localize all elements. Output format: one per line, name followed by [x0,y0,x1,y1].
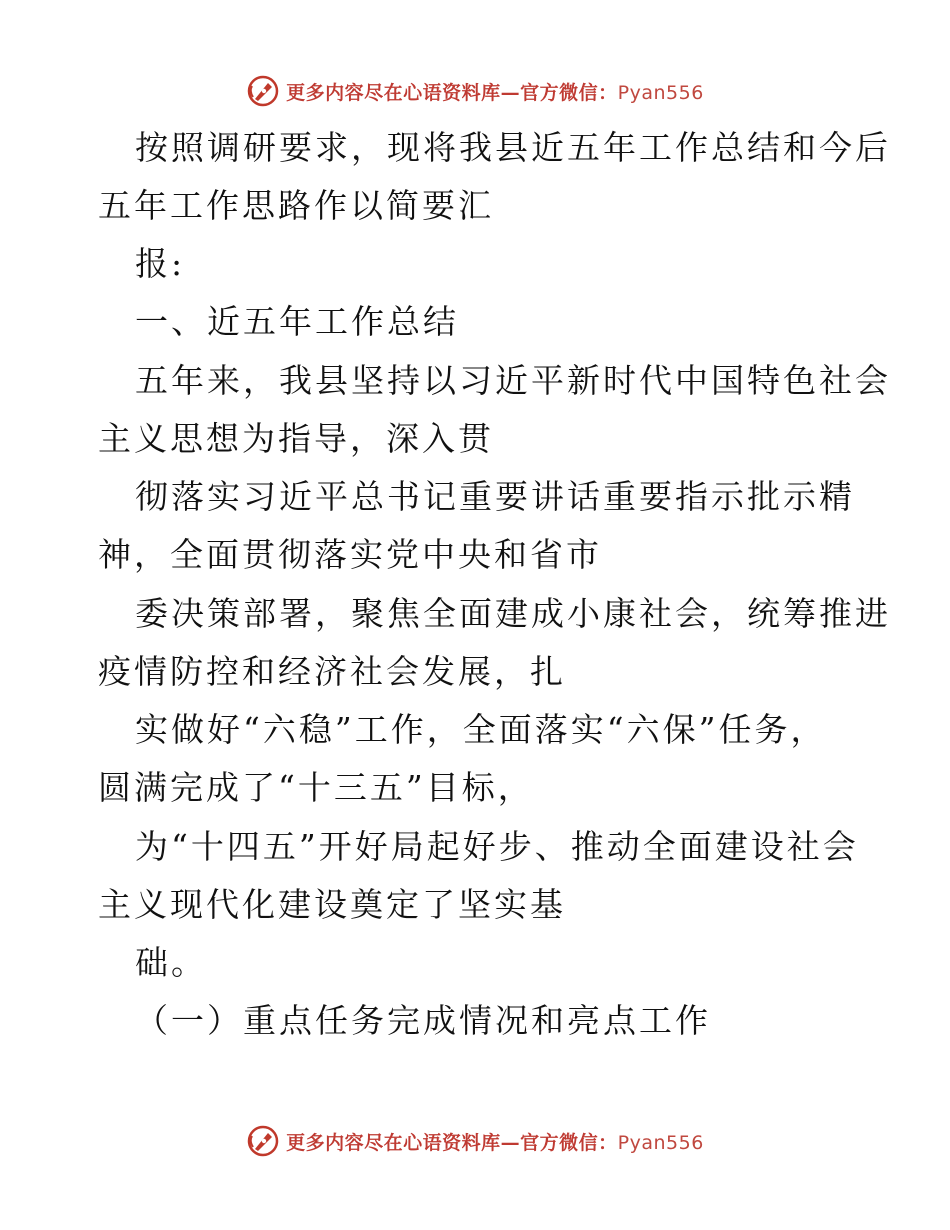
paragraph-line: 为“十四五”开好局起好步、推动全面建设社会 [135,827,859,866]
paragraph-line: 主义思想为指导，深入贯 [98,419,494,458]
paragraph-line: 彻落实习近平总书记重要讲话重要指示批示精 [135,477,855,516]
paragraph-line: 主义现代化建设奠定了坚实基 [98,885,566,924]
paragraph-line: 五年工作思路作以简要汇 [98,186,494,225]
watermark-text: 更多内容尽在心语资料库—官方微信：Pyan556 [286,81,704,104]
paragraph-line: 础。 [135,943,207,982]
header-watermark [0,71,950,111]
footer-watermark [0,1121,950,1161]
pen-nib-circle-icon [246,1124,280,1158]
paragraph-line: 报: [135,244,186,283]
paragraph-line: 圆满完成了“十三五”目标， [98,768,534,807]
section-heading: 一、近五年工作总结 [135,302,459,341]
subsection-heading: （一）重点任务完成情况和亮点工作 [135,1001,711,1040]
paragraph-line: 委决策部署，聚焦全面建成小康社会，统筹推进 [135,594,891,633]
watermark-text: 更多内容尽在心语资料库—官方微信：Pyan556 [286,1131,704,1154]
paragraph-line: 神，全面贯彻落实党中央和省市 [98,535,602,574]
paragraph-line: 五年来，我县坚持以习近平新时代中国特色社会 [135,361,891,400]
paragraph-line: 按照调研要求，现将我县近五年工作总结和今后 [135,128,891,167]
paragraph-line: 实做好“六稳”工作，全面落实“六保”任务， [135,710,827,749]
paragraph-line: 疫情防控和经济社会发展，扎 [98,652,566,691]
pen-nib-circle-icon [246,74,280,108]
